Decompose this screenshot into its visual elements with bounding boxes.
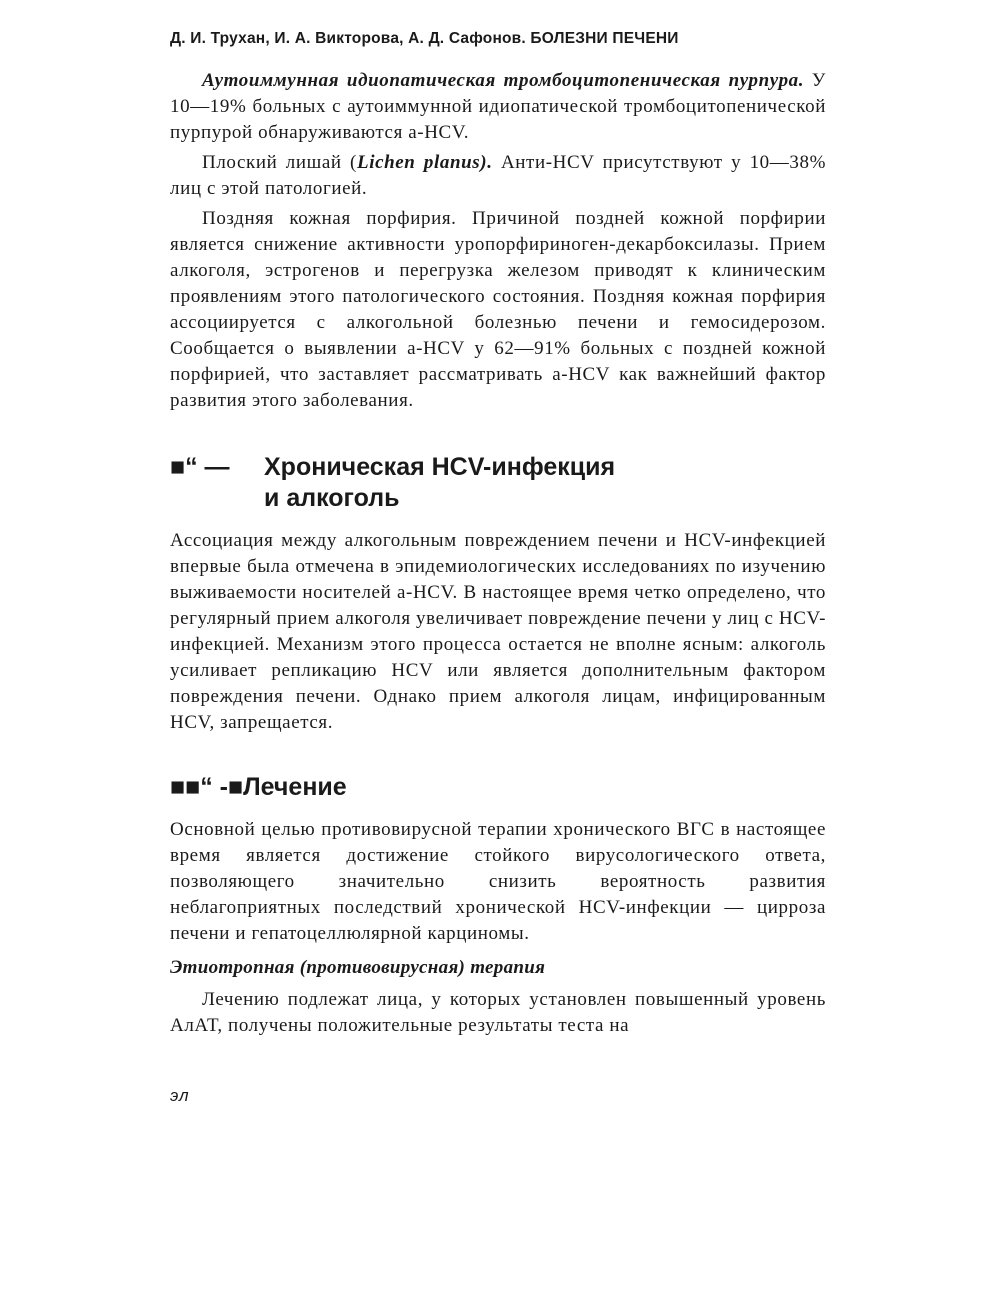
running-head: Д. И. Трухан, И. А. Викторова, А. Д. Сафонов. БОЛЕЗНИ ПЕЧЕНИ [170,30,679,47]
paragraph-porphyria: Поздняя кожная порфирия. Причиной поздней кожной порфирии является снижение активности уропорфириноген-декарбоксилазы. Прием алкоголя, эстрогенов и перегрузка железом приводят к клиническим проявлениям этого патологического состояния. Поздняя кожная порфирия ассоциируется с алкогольной болезнью печени и гемосидерозом. Сообщается о выявлении a-HCV у 62—91% больных с поздней кожной порфирией, что заставляет рассматривать a-HCV как важнейший фактор развития этого заболевания. [170,208,826,411]
section-heading-symbols: ■■“ -■ [170,773,244,801]
paragraph-purpura [170,68,826,146]
section-heading-symbols: ■“ — [170,453,230,481]
paragraph-purpura-text: У 10—19% больных с аутоиммунной идиопатической тромбоцитопенической пурпурой обнаруживаются a-HCV. [170,70,826,143]
section-heading-title: Лечение [243,773,347,801]
section-heading-title-line2: и алкоголь [264,484,400,512]
page-folio: эл [170,1086,190,1105]
subheading-etiotropic: Этиотропная (противовирусная) терапия [170,957,546,978]
paragraph-etiotropic: Лечению подлежат лица, у которых установлен повышенный уровень АлАТ, получены положительные результаты теста на [170,989,826,1036]
page-body [170,30,826,1039]
section-heading-title-line1: Хроническая HCV-инфекция [264,453,616,481]
run-in-heading-purpura: Аутоиммунная идиопатическая тромбоцитопеническая пурпура. [202,70,805,91]
section-heading-treatment [170,772,826,803]
paragraph-lichen-text: Анти-HCV присутствуют у 10—38% лиц с этой патологией. [170,152,826,199]
paragraph-lichen-pre: Плоский лишай ( [202,152,357,173]
section-heading-title [264,452,615,514]
section-heading-alcohol [170,452,826,514]
paragraph-treatment: Основной целью противовирусной терапии хронического ВГС в настоящее время является достижение стойкого вирусологического ответа, позволяющего значительно снизить вероятность развития неблагоприятных последствий хронической HCV-инфекции — цирроза печени и гепатоцеллюлярной карциномы. [170,819,826,944]
paragraph-lichen [170,150,826,202]
paragraph-alcohol: Ассоциация между алкогольным повреждением печени и HCV-инфекцией впервые была отмечена в эпидемиологических исследованиях по изучению выживаемости носителей a-HCV. В настоящее время четко определено, что регулярный прием алкоголя увеличивает повреждение печени у лиц с HCV-инфекцией. Механизм этого процесса остается не вполне ясным: алкоголь усиливает репликацию HCV или является дополнительным фактором повреждения печени. Однако прием алкоголя лицам, инфицированным HCV, запрещается. [170,530,826,733]
run-in-heading-lichen: Lichen planus). [356,152,493,173]
